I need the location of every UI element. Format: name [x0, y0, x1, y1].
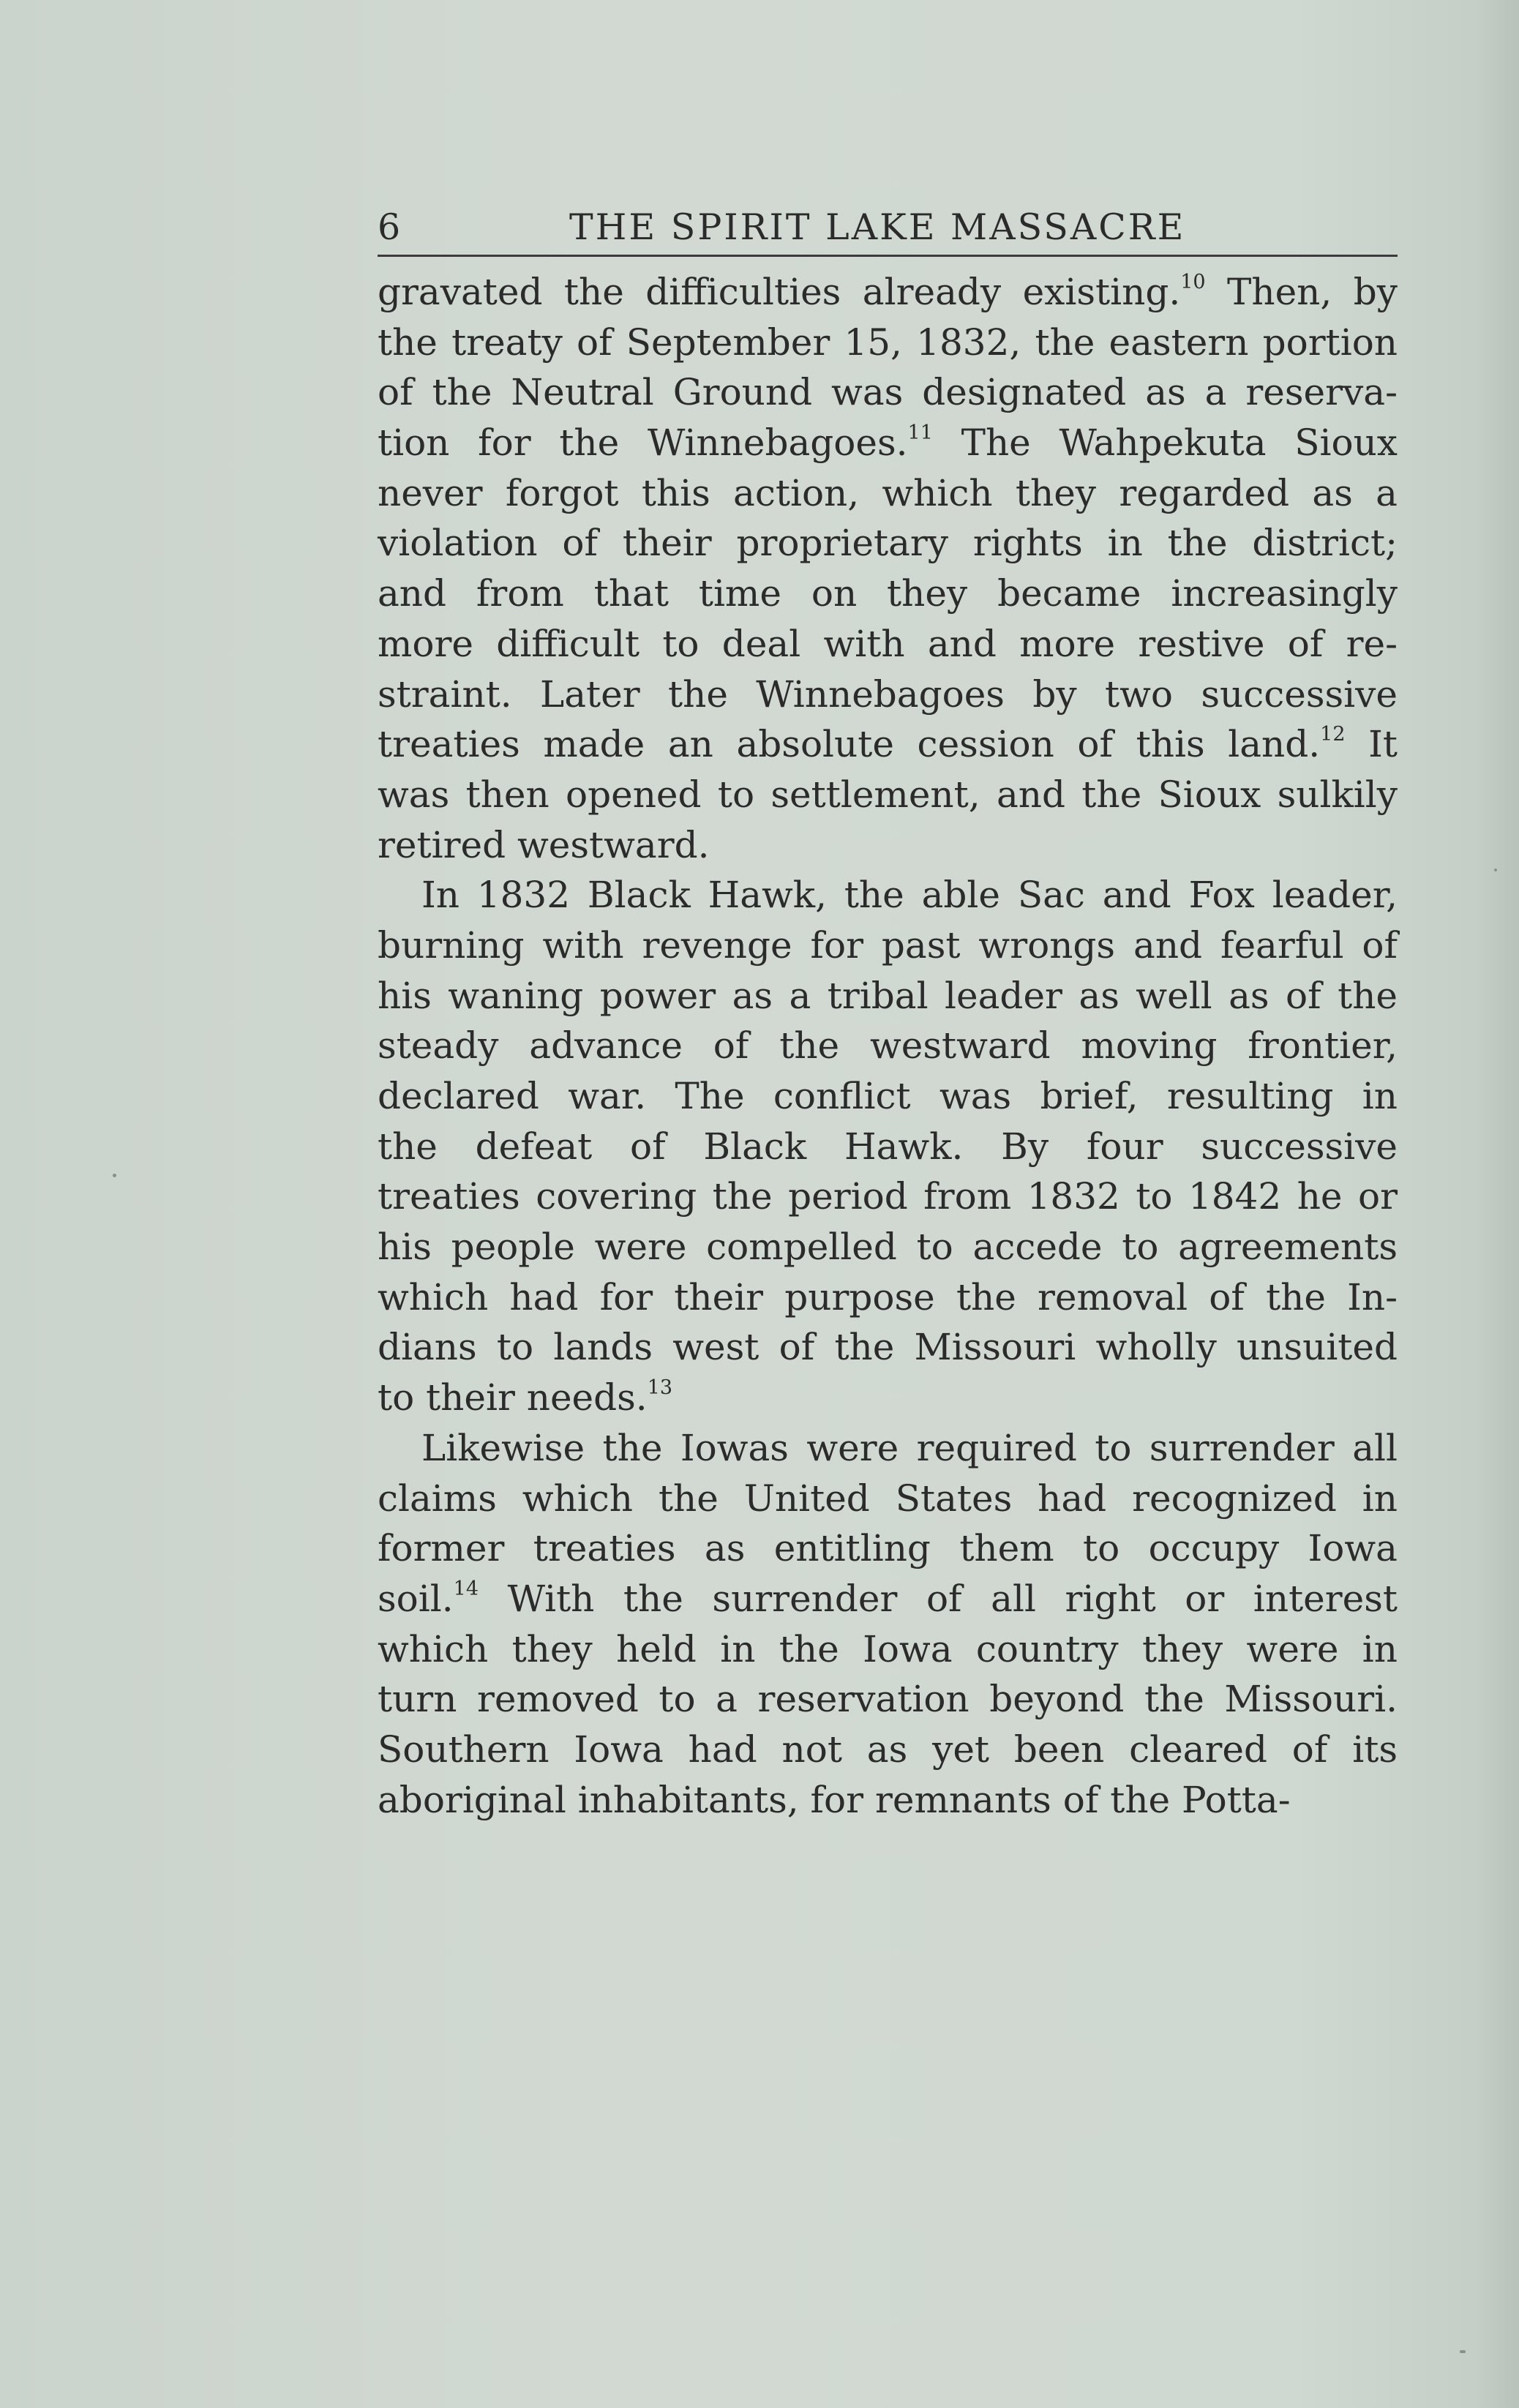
- text-line: and from that time on they became increasingly: [378, 572, 1398, 615]
- text-line: soil.$^{14}$ With the surrender of all right or interest: [378, 1577, 1398, 1620]
- text-line: former treaties as entitling them to occupy Iowa: [378, 1527, 1398, 1570]
- footnote-ref: 13: [647, 1376, 673, 1400]
- text-line: dians to lands west of the Missouri wholly unsuited: [378, 1326, 1398, 1369]
- text-line: gravated the difficulties already existing.$^{10}$ Then, by: [378, 271, 1398, 313]
- scan-speck: [1460, 2350, 1466, 2353]
- text-line: turn removed to a reservation beyond the Missouri.: [378, 1678, 1398, 1721]
- text-line: which they held in the Iowa country they were in: [378, 1627, 1398, 1670]
- text-line: steady advance of the westward moving frontier,: [378, 1024, 1398, 1068]
- text-line: declared war. The conflict was brief, resulting in: [378, 1075, 1398, 1117]
- footnote-ref: 11: [907, 421, 933, 445]
- text-line: of the Neutral Ground was designated as a reserva-: [378, 371, 1398, 414]
- scan-speck: [113, 1174, 116, 1177]
- footnote-ref: 14: [453, 1577, 479, 1600]
- paragraph: [378, 870, 1398, 1423]
- text-line: retired westward.: [378, 823, 710, 866]
- text-line: In 1832 Black Hawk, the able Sac and Fox leader,: [421, 874, 1398, 917]
- text-line: burning with revenge for past wrongs and fearful of: [378, 923, 1398, 967]
- text-line: his waning power as a tribal leader as well as of the: [378, 974, 1398, 1017]
- text-line: never forgot this action, which they regarded as a: [378, 471, 1398, 514]
- paragraph: [378, 1423, 1398, 1826]
- text-line: tion for the Winnebagoes.$^{11}$ The Wahpekuta Sioux: [378, 421, 1398, 465]
- text-line: violation of their proprietary rights in the district;: [378, 522, 1398, 565]
- text-line: his people were compelled to accede to agreements: [378, 1226, 1398, 1269]
- text-line: treaties covering the period from 1832 to 1842 he or: [378, 1175, 1398, 1218]
- text-line: was then opened to settlement, and the Sioux sulkily: [378, 773, 1398, 816]
- book-page: [378, 196, 1398, 1825]
- text-line: straint. Later the Winnebagoes by two successive: [378, 672, 1398, 716]
- paragraph: [378, 267, 1398, 870]
- text-line: to their needs.$^{13}$: [378, 1376, 673, 1419]
- text-line: the defeat of Black Hawk. By four successive: [378, 1125, 1398, 1168]
- text-line: more difficult to deal with and more restive of re-: [378, 622, 1398, 665]
- running-title: THE SPIRIT LAKE MASSACRE: [569, 206, 1186, 248]
- footnote-ref: 10: [1180, 271, 1206, 293]
- text-line: the treaty of September 15, 1832, the eastern portion: [378, 320, 1398, 364]
- text-line: aboriginal inhabitants, for remnants of the Potta-: [378, 1778, 1291, 1821]
- text-line: claims which the United States had recognized in: [378, 1477, 1398, 1520]
- text-line: treaties made an absolute cession of this land.$^{12}$ It: [378, 723, 1398, 766]
- text-line: which had for their purpose the removal of the In-: [378, 1275, 1398, 1319]
- running-head: [378, 196, 1398, 257]
- text-line: Likewise the Iowas were required to surrender all: [421, 1426, 1398, 1469]
- scan-speck: [1494, 869, 1497, 871]
- body-text: [378, 267, 1398, 1825]
- text-line: Southern Iowa had not as yet been cleared of its: [378, 1728, 1398, 1771]
- page-number: 6: [378, 206, 403, 248]
- footnote-ref: 12: [1320, 723, 1346, 746]
